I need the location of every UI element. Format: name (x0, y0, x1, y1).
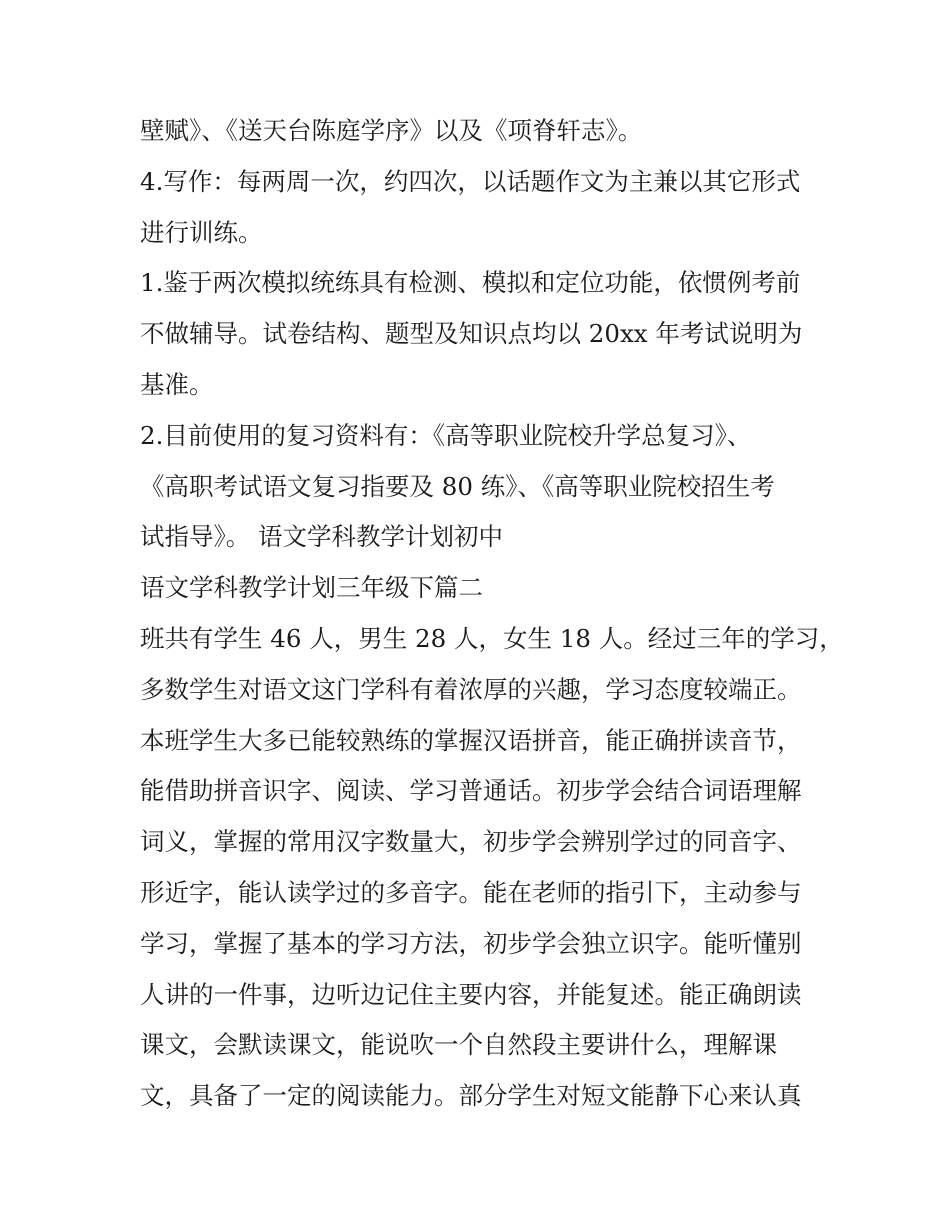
text-line: 《高职考试语文复习指要及 80 练》、《高等职业院校招生考 (140, 471, 775, 501)
document-page (140, 106, 844, 1122)
text-line: 4.写作：每两周一次，约四次，以话题作文为主兼以其它形式 (140, 166, 801, 196)
text-line: 人讲的一件事，边听边记住主要内容，并能复述。能正确朗读 (140, 979, 802, 1009)
section-heading: 语文学科教学计划三年级下篇二 (140, 573, 483, 603)
text-line: 2.目前使用的复习资料有：《高等职业院校升学总复习》、 (140, 420, 752, 450)
text-line: 不做辅导。试卷结构、题型及知识点均以 20xx 年考试说明为 (140, 319, 803, 349)
text-line: 课文，会默读课文，能说吹一个自然段主要讲什么，理解课 (140, 1030, 777, 1060)
text-line: 文，具备了一定的阅读能力。部分学生对短文能静下心来认真 (140, 1081, 802, 1111)
text-line: 基准。 (140, 369, 214, 399)
text-line: 试指导》。 语文学科教学计划初中 (140, 522, 504, 552)
text-line: 能借助拼音识字、阅读、学习普通话。初步学会结合词语理解 (140, 776, 802, 806)
text-line: 形近字，能认读学过的多音字。能在老师的指引下，主动参与 (140, 877, 802, 907)
text-line: 班共有学生 46 人，男生 28 人，女生 18 人。经过三年的学习， (140, 623, 844, 653)
text-line: 多数学生对语文这门学科有着浓厚的兴趣，学习态度较端正。 (140, 674, 802, 704)
text-line: 本班学生大多已能较熟练的掌握汉语拼音，能正确拼读音节， (140, 725, 802, 755)
text-line: 1.鉴于两次模拟统练具有检测、模拟和定位功能，依惯例考前 (140, 268, 801, 298)
text-line: 词义，掌握的常用汉字数量大，初步学会辨别学过的同音字、 (140, 827, 802, 857)
text-line: 学习，掌握了基本的学习方法，初步学会独立识字。能听懂别 (140, 928, 802, 958)
text-line: 壁赋》、《送天台陈庭学序》以及《项脊轩志》。 (140, 116, 643, 145)
text-line: 进行训练。 (140, 217, 263, 247)
